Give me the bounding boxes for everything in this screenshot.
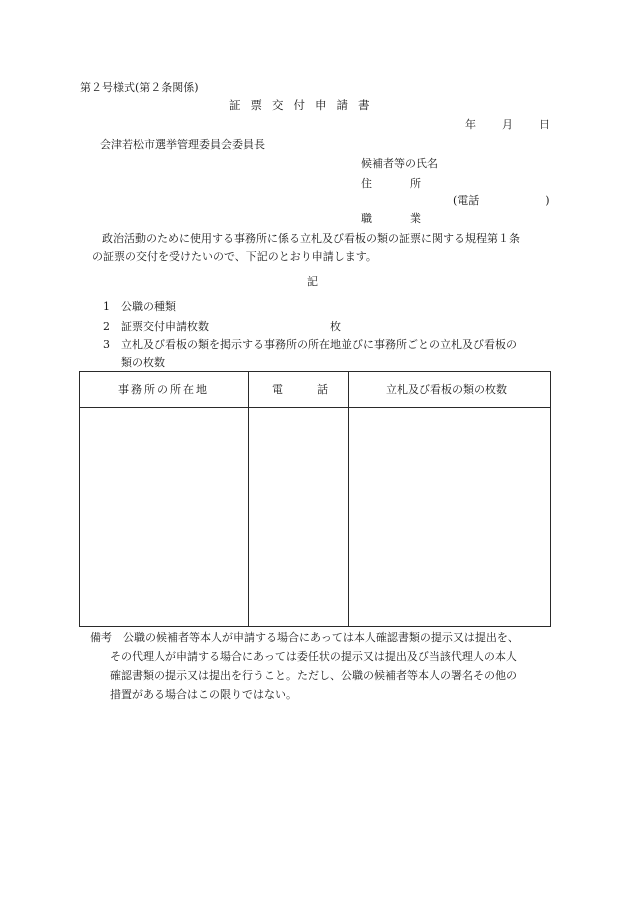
addressee: 会津若松市選挙管理委員会委員長 — [100, 138, 265, 151]
note-line-2: その代理人が申請する場合にあっては委任状の提示又は提出及び当該代理人の本人 — [110, 650, 517, 663]
table-header-divider — [80, 407, 550, 408]
applicant-address-label: 住 所 — [361, 177, 421, 190]
table-column-divider — [348, 372, 349, 626]
table-header-sign-count: 立札及び看板の類の枚数 — [386, 383, 507, 396]
form-number: 第２号様式(第２条関係) — [80, 81, 199, 94]
date-month: 月 — [502, 118, 513, 131]
table-header-phone: 電 話 — [272, 383, 328, 396]
sheet-count-unit: 枚 — [330, 320, 341, 333]
note-line-1: 備考 公職の候補者等本人が申請する場合にあっては本人確認書類の提示又は提出を、 — [90, 631, 519, 644]
date-day: 日 — [539, 118, 550, 131]
office-table — [79, 371, 551, 627]
list-item-continuation: 類の枚数 — [121, 356, 165, 369]
list-item: 3 立札及び看板の類を掲示する事務所の所在地並びに事務所ごとの立札及び看板の — [103, 338, 517, 351]
list-item: 2 証票交付申請枚数 枚 — [103, 320, 341, 333]
document-title: 証票交付申請書 — [229, 98, 380, 112]
applicant-phone-label: (電話 ) — [453, 194, 550, 207]
note-line-4: 措置がある場合はこの限りではない。 — [110, 688, 297, 701]
body-text-line-2: の証票の交付を受けたいので、下記のとおり申請します。 — [92, 250, 377, 263]
date-line — [465, 118, 550, 132]
table-header-location: 事務所の所在地 — [118, 383, 209, 396]
ki-heading: 記 — [307, 275, 318, 288]
body-text-line-1: 政治活動のために使用する事務所に係る立札及び看板の類の証票に関する規程第１条 — [102, 232, 520, 245]
list-item: 1 公職の種類 — [103, 300, 176, 313]
date-year: 年 — [465, 118, 476, 131]
note-line-3: 確認書類の提示又は提出を行うこと。ただし、公職の候補者等本人の署名その他の — [110, 669, 517, 682]
table-column-divider — [248, 372, 249, 626]
applicant-occupation-label: 職 業 — [361, 212, 421, 225]
applicant-name-label: 候補者等の氏名 — [361, 157, 438, 170]
